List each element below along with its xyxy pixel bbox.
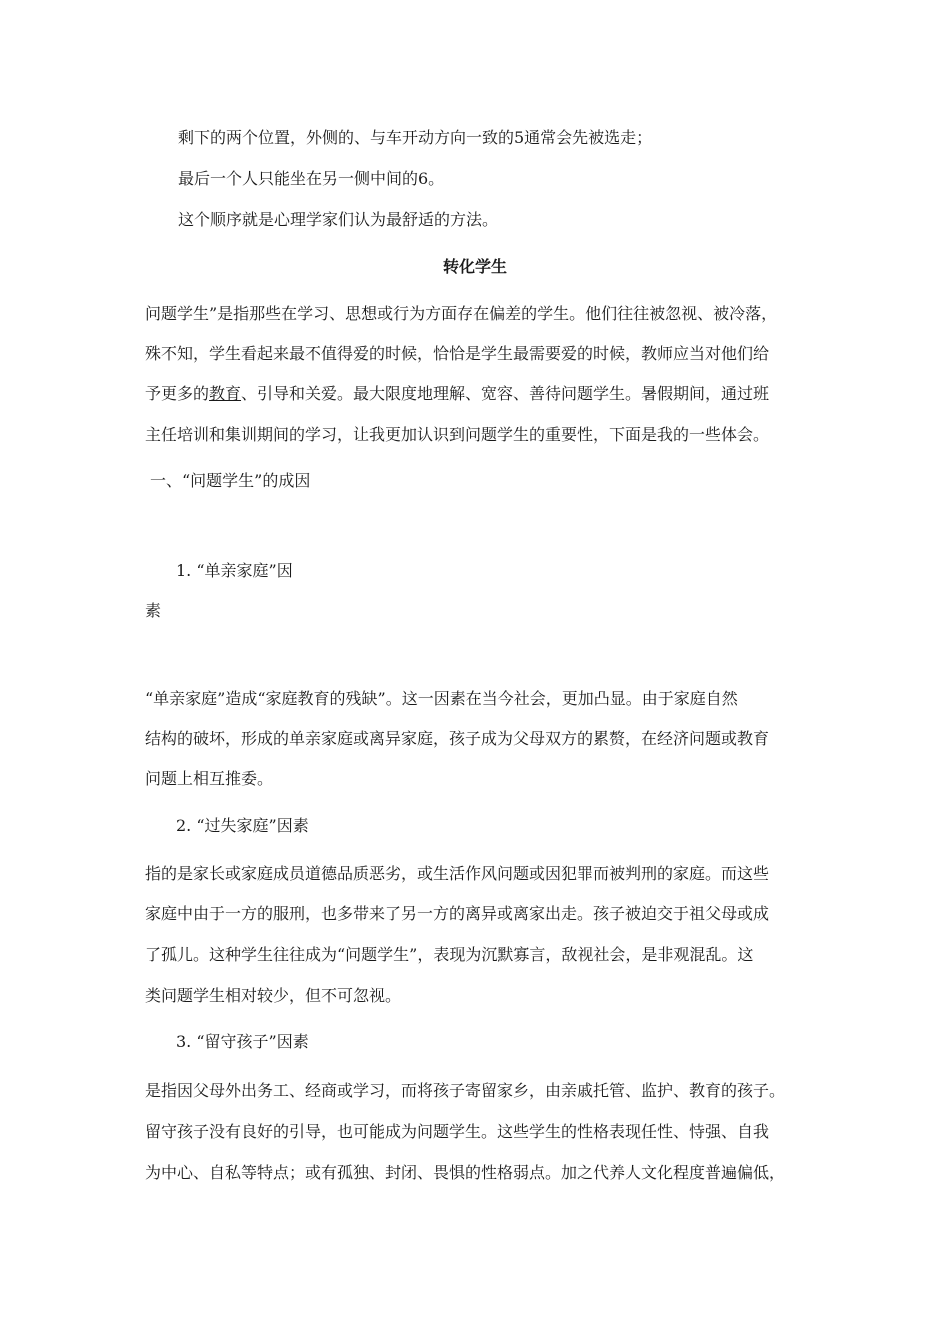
para3-line-2: 家庭中由于一方的服刑，也多带来了另一方的离异或离家出走。孩子被迫交于祖父母或成	[145, 904, 770, 923]
para1-line-4: 主任培训和集训期间的学习，让我更加认识到问题学生的重要性，下面是我的一些体会。	[145, 425, 770, 444]
item1-heading-wrap: 素	[145, 601, 162, 620]
para4-line-2: 留守孩子没有良好的引导，也可能成为问题学生。这些学生的性格表现任性、恃强、自我	[145, 1122, 770, 1141]
para3-line-1: 指的是家长或家庭成员道德品质恶劣，或生活作风问题或因犯罪而被判刑的家庭。而这些	[145, 864, 770, 883]
para1-line-3	[145, 383, 769, 405]
para1-line-3-after: 、引导和关爱。最大限度地理解、宽容、善待问题学生。暑假期间，通过班	[241, 384, 770, 403]
para1-line-2: 殊不知，学生看起来最不值得爱的时候，恰恰是学生最需要爱的时候，教师应当对他们给	[145, 344, 770, 363]
para3-line-3: 了孤儿。这种学生往往成为“问题学生”，表现为沉默寡言，敌视社会，是非观混乱。这	[145, 945, 754, 964]
item3-heading: 3. “留守孩子”因素	[176, 1032, 309, 1051]
para2-line-2: 结构的破坏，形成的单亲家庭或离异家庭，孩子成为父母双方的累赘，在经济问题或教育	[145, 729, 770, 748]
para1-line-1: 问题学生”是指那些在学习、思想或行为方面存在偏差的学生。他们往往被忽视、被冷落，	[145, 304, 778, 323]
intro-line-2: 最后一个人只能坐在另一侧中间的6。	[178, 169, 445, 188]
section-heading-causes: 一、“问题学生”的成因	[150, 471, 311, 490]
intro-line-3: 这个顺序就是心理学家们认为最舒适的方法。	[178, 210, 499, 229]
para4-line-3: 为中心、自私等特点；或有孤独、封闭、畏惧的性格弱点。加之代养人文化程度普遍偏低，	[145, 1163, 786, 1182]
para4-line-1: 是指因父母外出务工、经商或学习，而将孩子寄留家乡，由亲戚托管、监护、教育的孩子。	[145, 1081, 786, 1100]
section-title: 转化学生	[442, 257, 507, 276]
education-link[interactable]: 教育	[209, 384, 242, 403]
item2-heading: 2. “过失家庭”因素	[176, 816, 309, 835]
para1-line-3-before: 予更多的	[145, 384, 210, 403]
item1-heading: 1. “单亲家庭”因	[176, 561, 293, 580]
intro-line-1: 剩下的两个位置，外侧的、与车开动方向一致的5通常会先被选走；	[178, 128, 653, 147]
para2-line-1: “单亲家庭”造成“家庭教育的残缺”。这一因素在当今社会，更加凸显。由于家庭自然	[145, 689, 738, 708]
para3-line-4: 类问题学生相对较少，但不可忽视。	[145, 986, 402, 1005]
para2-line-3: 问题上相互推委。	[145, 769, 274, 788]
